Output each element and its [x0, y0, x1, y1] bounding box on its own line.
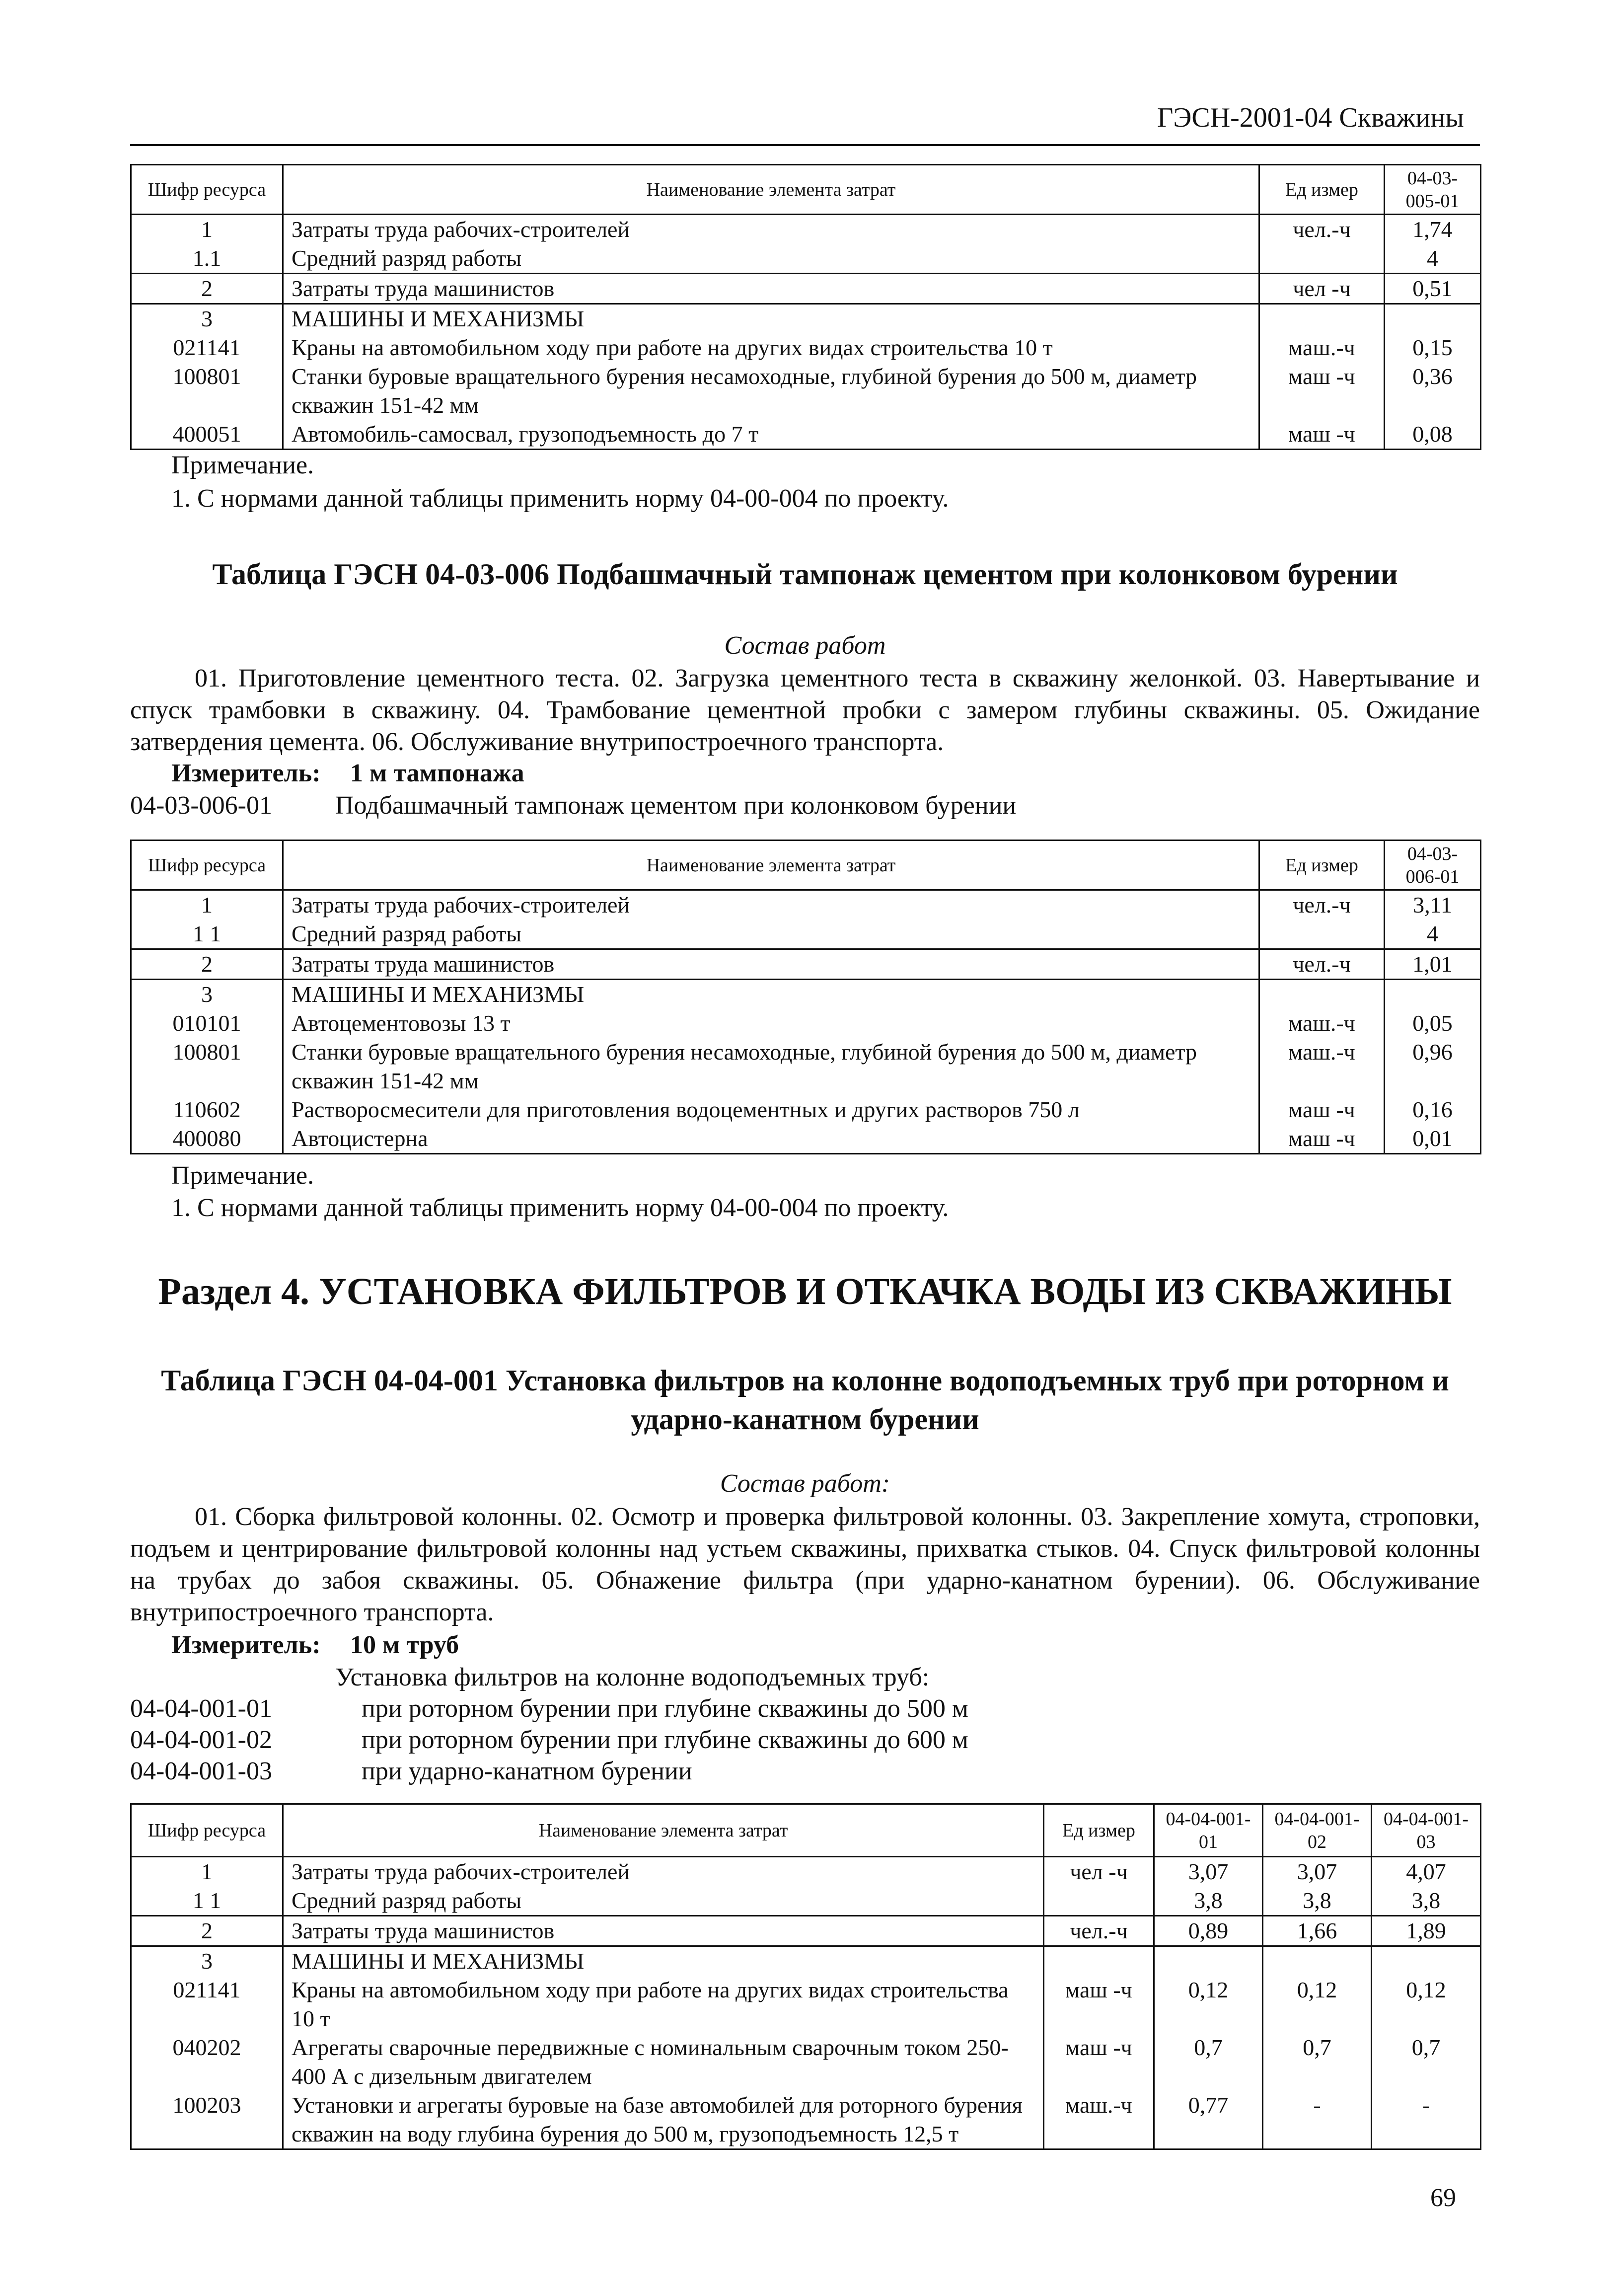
norm-code: 04-04-001-02 [130, 1726, 272, 1754]
norm-value: 0,7 [1263, 2033, 1372, 2091]
resource-code: 1 [131, 890, 283, 920]
table-header-row [131, 165, 1481, 215]
note-text: 1. С нормами данной таблицы применить норму 04-00-004 по проекту. [171, 1194, 949, 1222]
resource-unit: чел -ч [1044, 1857, 1154, 1887]
resource-name: Краны на автомобильном ходу при работе на других видах строительства 10 т [283, 1976, 1044, 2033]
resource-unit: маш -ч [1259, 362, 1385, 420]
measure-value: 1 м тампонажа [350, 759, 524, 787]
norm-value: 0,36 [1385, 362, 1481, 420]
resource-code: 100203 [131, 2091, 283, 2149]
column-header-norm: 04-04-001-03 [1372, 1804, 1481, 1857]
table-row [131, 1946, 1481, 1976]
resource-unit: маш -ч [1259, 1095, 1385, 1124]
resource-unit: чел.-ч [1259, 890, 1385, 920]
norm-value: 0,7 [1372, 2033, 1481, 2091]
note-title: Примечание. [171, 1161, 314, 1190]
table-row [131, 1038, 1481, 1095]
table-row [131, 333, 1481, 362]
table-row [131, 1009, 1481, 1038]
header-rule [130, 144, 1480, 146]
table-row [131, 244, 1481, 274]
resource-code: 110602 [131, 1095, 283, 1124]
resource-unit [1259, 919, 1385, 949]
resource-unit: маш.-ч [1259, 333, 1385, 362]
measure-label: Измеритель: [171, 759, 321, 787]
norm-value: 3,07 [1263, 1857, 1372, 1887]
table-row [131, 949, 1481, 980]
table-row [131, 1916, 1481, 1946]
resource-code: 100801 [131, 362, 283, 420]
norm-value: 3,8 [1263, 1886, 1372, 1916]
column-header-code: Шифр ресурса [131, 841, 283, 890]
resource-name: Автоцементовозы 13 т [283, 1009, 1259, 1038]
table-title: Таблица ГЭСН 04-03-006 Подбашмачный тампонаж цементом при колонковом бурении [212, 558, 1398, 591]
table-row [131, 1124, 1481, 1154]
column-header-unit: Ед измер [1259, 841, 1385, 890]
norm-value: 0,05 [1385, 1009, 1481, 1038]
resource-code: 1 [131, 1857, 283, 1887]
column-header-name: Наименование элемента затрат [283, 165, 1259, 215]
resource-name: Затраты труда рабочих-строителей [283, 1857, 1044, 1887]
works-composition-title: Состав работ: [720, 1469, 890, 1498]
norm-value: 1,89 [1372, 1916, 1481, 1946]
running-header: ГЭСН-2001-04 Скважины [1157, 102, 1464, 133]
note-title: Примечание. [171, 451, 314, 479]
table-row [131, 2091, 1481, 2149]
measure-value: 10 м труб [350, 1631, 459, 1659]
resource-unit: маш -ч [1259, 1124, 1385, 1154]
resource-name: Краны на автомобильном ходу при работе на других видах строительства 10 т [283, 333, 1259, 362]
resource-name: Затраты труда машинистов [283, 274, 1259, 304]
works-composition-text: 01. Сборка фильтровой колонны. 02. Осмотр и проверка фильтровой колонны. 03. Закрепление хомута, строповки, подъем и центрирование фильтровой колонны над устьем скважины, прихватка стыков. 04. Спуск фильтровой колонны на трубах до забоя скважины. 05. Обнажение фильтра (при ударно-канатном бурении). 06. Обслуживание внутрипостроечного транспорта. [130, 1503, 1480, 1626]
resource-code: 3 [131, 304, 283, 334]
resource-code: 400080 [131, 1124, 283, 1154]
column-header-code: Шифр ресурса [131, 165, 283, 215]
resource-unit: маш -ч [1044, 2033, 1154, 2091]
norm-value: 3,07 [1154, 1857, 1263, 1887]
norm-value [1385, 304, 1481, 334]
norm-value [1372, 1946, 1481, 1976]
works-composition-text: 01. Приготовление цементного теста. 02. Загрузка цементного теста в скважину желонкой. 03. Навертывание и спуск трамбовки в скважину. 04. Трамбование цементной пробки с замером глубины скважины. 05. Ожидание затвердения цемента. 06. Обслуживание внутрипостроечного транспорта. [130, 664, 1480, 756]
norm-name: Подбашмачный тампонаж цементом при колонковом бурении [335, 791, 1017, 820]
section-title: Раздел 4. УСТАНОВКА ФИЛЬТРОВ И ОТКАЧКА ВОДЫ ИЗ СКВАЖИНЫ [158, 1271, 1452, 1312]
norm-value [1263, 1946, 1372, 1976]
resource-code: 021141 [131, 333, 283, 362]
resource-name: Растворосмесители для приготовления водоцементных и других растворов 750 л [283, 1095, 1259, 1124]
norm-name: при роторном бурении при глубине скважины до 600 м [362, 1726, 968, 1754]
column-header-norm: 04-03-005-01 [1385, 165, 1481, 215]
resource-unit: чел.-ч [1044, 1916, 1154, 1946]
norm-value: 0,16 [1385, 1095, 1481, 1124]
table-header-row [131, 1804, 1481, 1857]
column-header-norm: 04-04-001-01 [1154, 1804, 1263, 1857]
norm-value: 3,8 [1154, 1886, 1263, 1916]
resource-unit: маш -ч [1044, 1976, 1154, 2033]
norm-value [1385, 980, 1481, 1009]
resource-name: Затраты труда машинистов [283, 1916, 1044, 1946]
measure-label: Измеритель: [171, 1631, 321, 1659]
resource-group-name: МАШИНЫ И МЕХАНИЗМЫ [283, 980, 1259, 1009]
table-row [131, 420, 1481, 450]
resource-code: 400051 [131, 420, 283, 450]
resource-name: Станки буровые вращательного бурения несамоходные, глубиной бурения до 500 м, диаметр скважин 151-42 мм [283, 362, 1259, 420]
norm-value: 0,89 [1154, 1916, 1263, 1946]
norm-value: 0,08 [1385, 420, 1481, 450]
norm-value: - [1372, 2091, 1481, 2149]
norm-value: 0,96 [1385, 1038, 1481, 1095]
resource-name: Автоцистерна [283, 1124, 1259, 1154]
resource-code: 2 [131, 1916, 283, 1946]
norm-name: при ударно-канатном бурении [362, 1757, 692, 1785]
norm-value: 4 [1385, 244, 1481, 274]
column-header-name: Наименование элемента затрат [283, 841, 1259, 890]
resource-unit: маш.-ч [1259, 1009, 1385, 1038]
norm-value: 0,12 [1372, 1976, 1481, 2033]
table-row [131, 1857, 1481, 1887]
resource-group-name: МАШИНЫ И МЕХАНИЗМЫ [283, 304, 1259, 334]
resource-code: 1 1 [131, 919, 283, 949]
table-row [131, 362, 1481, 420]
resource-table-04-04-001 [130, 1803, 1481, 2150]
resource-code: 100801 [131, 1038, 283, 1095]
table-header-row [131, 841, 1481, 890]
resource-unit [1259, 304, 1385, 334]
norm-value: 3,11 [1385, 890, 1481, 920]
column-header-name: Наименование элемента затрат [283, 1804, 1044, 1857]
resource-name: Средний разряд работы [283, 244, 1259, 274]
works-composition-title: Состав работ [724, 631, 886, 660]
resource-table-04-03-005 [130, 164, 1481, 450]
norm-value: - [1263, 2091, 1372, 2149]
norm-value: 0,01 [1385, 1124, 1481, 1154]
norm-value: 1,74 [1385, 215, 1481, 244]
resource-unit [1044, 1946, 1154, 1976]
table-row [131, 1976, 1481, 2033]
norm-value: 0,7 [1154, 2033, 1263, 2091]
resource-code: 2 [131, 274, 283, 304]
norm-group-title: Установка фильтров на колонне водоподъемных труб: [335, 1663, 930, 1691]
resource-name: Станки буровые вращательного бурения несамоходные, глубиной бурения до 500 м, диаметр скважин 151-42 мм [283, 1038, 1259, 1095]
norm-value: 1,66 [1263, 1916, 1372, 1946]
table-row [131, 304, 1481, 334]
table-title: Таблица ГЭСН 04-04-001 Установка фильтров на колонне водоподъемных труб при роторном и ударно-канатном бурении [161, 1364, 1449, 1436]
norm-value: 0,77 [1154, 2091, 1263, 2149]
resource-code: 3 [131, 1946, 283, 1976]
resource-code: 1 1 [131, 1886, 283, 1916]
table-row [131, 215, 1481, 244]
table-row [131, 274, 1481, 304]
resource-code: 010101 [131, 1009, 283, 1038]
resource-code: 2 [131, 949, 283, 980]
column-header-norm: 04-03-006-01 [1385, 841, 1481, 890]
table-row [131, 980, 1481, 1009]
resource-unit: чел -ч [1259, 274, 1385, 304]
resource-unit: чел.-ч [1259, 949, 1385, 980]
norm-value: 0,15 [1385, 333, 1481, 362]
resource-unit: маш -ч [1259, 420, 1385, 450]
norm-value [1154, 1946, 1263, 1976]
resource-code: 1 [131, 215, 283, 244]
resource-table-04-03-006 [130, 840, 1481, 1154]
resource-unit [1259, 244, 1385, 274]
norm-value: 0,12 [1263, 1976, 1372, 2033]
table-row [131, 2033, 1481, 2091]
note-text: 1. С нормами данной таблицы применить норму 04-00-004 по проекту. [171, 484, 949, 513]
resource-name: Средний разряд работы [283, 919, 1259, 949]
resource-unit [1259, 980, 1385, 1009]
resource-code: 021141 [131, 1976, 283, 2033]
column-header-unit: Ед измер [1044, 1804, 1154, 1857]
table-row [131, 1886, 1481, 1916]
norm-code: 04-04-001-01 [130, 1694, 272, 1723]
norm-value: 1,01 [1385, 949, 1481, 980]
page-number: 69 [1430, 2184, 1456, 2212]
resource-name: Средний разряд работы [283, 1886, 1044, 1916]
table-row [131, 919, 1481, 949]
norm-code: 04-03-006-01 [130, 791, 272, 820]
resource-name: Агрегаты сварочные передвижные с номинальным сварочным током 250-400 А с дизельным двигателем [283, 2033, 1044, 2091]
norm-value: 3,8 [1372, 1886, 1481, 1916]
resource-name: Автомобиль-самосвал, грузоподъемность до 7 т [283, 420, 1259, 450]
norm-value: 0,12 [1154, 1976, 1263, 2033]
table-row [131, 1095, 1481, 1124]
resource-name: Затраты труда рабочих-строителей [283, 890, 1259, 920]
resource-code: 3 [131, 980, 283, 1009]
column-header-unit: Ед измер [1259, 165, 1385, 215]
resource-unit: маш.-ч [1044, 2091, 1154, 2149]
resource-unit: маш.-ч [1259, 1038, 1385, 1095]
resource-unit: чел.-ч [1259, 215, 1385, 244]
norm-code: 04-04-001-03 [130, 1757, 272, 1785]
resource-code: 1.1 [131, 244, 283, 274]
norm-name: при роторном бурении при глубине скважины до 500 м [362, 1694, 968, 1723]
resource-name: Установки и агрегаты буровые на базе автомобилей для роторного бурения скважин на воду глубина бурения до 500 м, грузоподъемность 12,5 т [283, 2091, 1044, 2149]
resource-name: Затраты труда рабочих-строителей [283, 215, 1259, 244]
resource-group-name: МАШИНЫ И МЕХАНИЗМЫ [283, 1946, 1044, 1976]
column-header-code: Шифр ресурса [131, 1804, 283, 1857]
table-row [131, 890, 1481, 920]
resource-unit [1044, 1886, 1154, 1916]
resource-name: Затраты труда машинистов [283, 949, 1259, 980]
resource-code: 040202 [131, 2033, 283, 2091]
column-header-norm: 04-04-001-02 [1263, 1804, 1372, 1857]
norm-value: 0,51 [1385, 274, 1481, 304]
norm-value: 4,07 [1372, 1857, 1481, 1887]
norm-value: 4 [1385, 919, 1481, 949]
